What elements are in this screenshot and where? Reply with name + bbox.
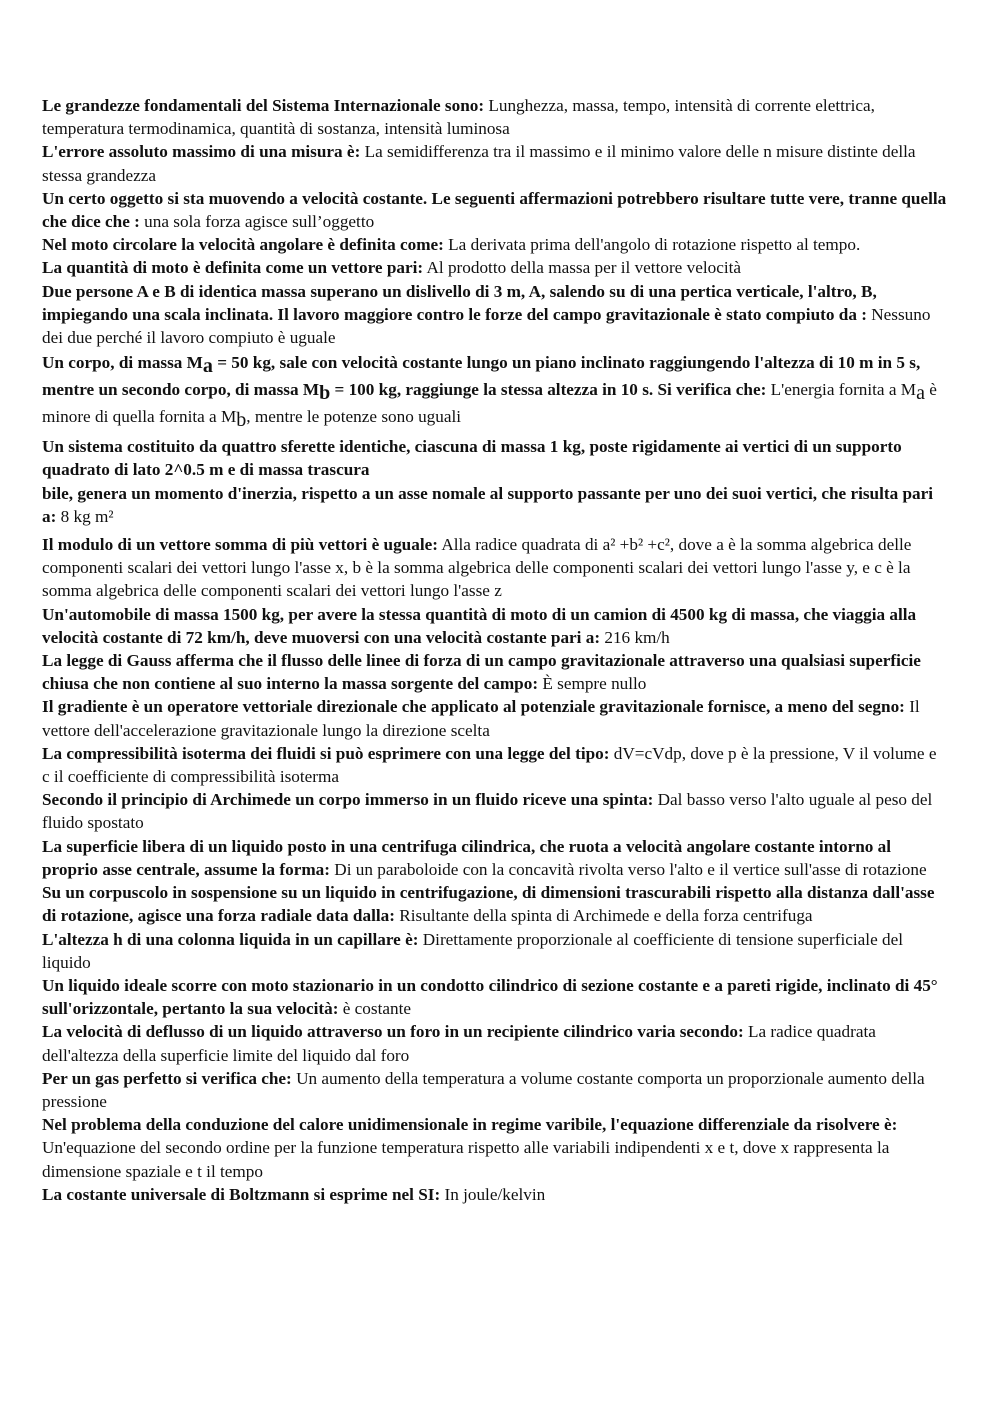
qa-entry <box>42 1020 948 1066</box>
answer-text-part: , mentre le potenze sono uguali <box>246 407 462 427</box>
qa-entry <box>42 349 948 430</box>
question-text: Un certo oggetto si sta muovendo a velocità costante. Le seguenti affermazioni potrebbero risultare tutte vere, tranne quella che dice che : <box>42 188 947 232</box>
question-text: Nel problema della conduzione del calore unidimensionale in regime varibile, l'equazione differenziale da risolvere è: <box>42 1115 898 1135</box>
subscript: a <box>916 382 925 405</box>
qa-entry <box>42 695 948 741</box>
answer-text: Nessuno dei due perché il lavoro compiuto è uguale <box>42 304 931 348</box>
question-text: Su un corpuscolo in sospensione su un liquido in centrifugazione, di dimensioni trascurabili rispetto alla distanza dall'asse di rotazione, agisce una forza radiale data dalla: <box>42 883 935 926</box>
qa-entry <box>42 435 948 481</box>
question-text: Nel moto circolare la velocità angolare è definita come: <box>42 235 444 255</box>
qa-entry <box>42 974 948 1020</box>
qa-entry <box>42 1113 948 1183</box>
qa-entry <box>42 649 948 695</box>
question-text-part: Un corpo, di massa M <box>42 353 203 373</box>
question-text: La legge di Gauss afferma che il flusso delle linee di forza di un campo gravitazionale attraverso una qualsiasi superficie chiusa che non contiene al suo interno la massa sorgente del campo: <box>42 651 921 694</box>
question-text: bile, genera un momento d'inerzia, rispetto a un asse nomale al supporto passante per uno dei suoi vertici, che risulta pari a: <box>42 483 934 526</box>
qa-entry <box>42 603 948 649</box>
answer-text: Un'equazione del secondo ordine per la funzione temperatura rispetto alle variabili indipendenti x e t, dove x rappresenta la dimensione spaziale e t il tempo <box>42 1138 890 1181</box>
answer-text: Risultante della spinta di Archimede e della forza centrifuga <box>394 906 813 926</box>
qa-entry <box>42 1183 948 1206</box>
answer-text: La derivata prima dell'angolo di rotazione rispetto al tempo. <box>443 235 861 255</box>
question-text-part: = 100 kg, raggiunge la stessa altezza in 10 s. Si verifica che: <box>330 380 767 400</box>
answer-text: 216 km/h <box>600 627 670 647</box>
answer-text-part: è minore di quella fornita a M <box>42 380 937 427</box>
question-text: Un sistema costituito da quattro sferette identiche, ciascuna di massa 1 kg, poste rigidamente ai vertici di un supporto quadrato di lato 2^0.5 m e di massa trascura <box>42 437 902 480</box>
qa-entry <box>42 256 948 279</box>
question-text: Il modulo di un vettore somma di più vettori è uguale: <box>42 535 438 555</box>
question-text: Due persone A e B di identica massa superano un dislivello di 3 m, A, salendo su di una pertica verticale, l'altro, B, impiegando una scala inclinata. Il lavoro maggiore contro le forze del campo gravitazionale è stato compiuto da : <box>42 281 877 324</box>
answer-text: 8 kg m² <box>56 506 114 526</box>
qa-entry <box>42 233 948 256</box>
qa-entry <box>42 928 948 974</box>
answer-text: Di un paraboloide con la concavità rivolta verso l'alto e il vertice sull'asse di rotazione <box>330 859 927 879</box>
answer-text: Un aumento della temperatura a volume costante comporta un proporzionale aumento della pressione <box>42 1068 925 1111</box>
question-text: Le grandezze fondamentali del Sistema Internazionale sono: <box>42 96 485 115</box>
qa-entry <box>42 742 948 788</box>
question-text: Un'automobile di massa 1500 kg, per avere la stessa quantità di moto di un camion di 4500 kg di massa, che viaggia alla velocità costante di 72 km/h, deve muoversi con una velocità costante pari a: <box>42 604 917 647</box>
question-text: Per un gas perfetto si verifica che: <box>42 1068 292 1088</box>
answer-text: È sempre nullo <box>538 674 647 694</box>
answer-text: La semidifferenza tra il massimo e il minimo valore delle n misure distinte della stessa grandezza <box>42 142 916 185</box>
question-text: La quantità di moto è definita come un vettore pari: <box>42 258 424 278</box>
question-text: Un liquido ideale scorre con moto stazionario in un condotto cilindrico di sezione costante e a pareti rigide, inclinato di 45° sull'orizzontale, pertanto la sua velocità: <box>42 975 938 1019</box>
question-text: La compressibilità isoterma dei fluidi si può esprimere con una legge del tipo: <box>42 743 610 763</box>
document-page <box>42 94 948 1206</box>
answer-text: Il vettore dell'accelerazione gravitazionale lungo la direzione scelta <box>42 697 920 740</box>
question-text-part: = 50 kg, sale con velocità costante lungo un piano inclinato raggiungendo l'altezza di 10 m in 5 s, mentre un secondo corpo, di massa M <box>42 353 921 400</box>
answer-text: è costante <box>338 999 411 1019</box>
qa-entry <box>42 187 948 233</box>
qa-entry <box>42 140 948 186</box>
question-text: La costante universale di Boltzmann si esprime nel SI: <box>42 1184 441 1204</box>
answer-text: In joule/kelvin <box>440 1184 546 1204</box>
answer-text: La radice quadrata dell'altezza della superficie limite del liquido dal foro <box>42 1022 876 1065</box>
qa-entry <box>42 788 948 834</box>
answer-text: Dal basso verso l'alto uguale al peso del fluido spostato <box>42 790 933 833</box>
qa-entry <box>42 1067 948 1113</box>
question-text: Secondo il principio di Archimede un corpo immerso in un fluido riceve una spinta: <box>42 790 654 810</box>
answer-text: dV=cVdp, dove p è la pressione, V il volume e c il coefficiente di compressibilità isoterma <box>42 743 937 787</box>
question-text: La velocità di deflusso di un liquido attraverso un foro in un recipiente cilindrico varia secondo: <box>42 1022 744 1042</box>
qa-entry <box>42 881 948 927</box>
answer-text-part: L'energia fornita a M <box>766 380 917 400</box>
qa-entry-continuation <box>42 482 948 528</box>
question-text: L'errore assoluto massimo di una misura è: <box>42 142 361 162</box>
answer-text: Direttamente proporzionale al coefficiente di tensione superficiale del liquido <box>42 929 903 972</box>
answer-text: Al prodotto della massa per il vettore velocità <box>423 258 742 278</box>
subscript: a <box>202 355 213 378</box>
qa-entry <box>42 835 948 881</box>
subscript: b <box>236 409 247 432</box>
question-text: La superficie libera di un liquido posto in una centrifuga cilindrica, che ruota a velocità angolare costante intorno al proprio asse centrale, assume la forma: <box>42 836 892 879</box>
qa-entry <box>42 94 948 140</box>
qa-entry <box>42 533 948 603</box>
answer-text: Lunghezza, massa, tempo, intensità di corrente elettrica, temperatura termodinamica, quantità di sostanza, intensità luminosa <box>42 96 875 139</box>
qa-entry <box>42 280 948 350</box>
answer-text: Alla radice quadrata di a² +b² +c², dove a è la somma algebrica delle componenti scalari dei vettori lungo l'asse x, b è la somma algebrica delle componenti scalari dei vettori lungo l'asse y, e c è la somma algebrica delle componenti scalari dei vettori lungo l'asse z <box>42 535 912 601</box>
question-text: Il gradiente è un operatore vettoriale direzionale che applicato al potenziale gravitazionale fornisce, a meno del segno: <box>42 697 905 717</box>
question-text: L'altezza h di una colonna liquida in un capillare è: <box>42 929 419 949</box>
subscript: b <box>319 382 331 405</box>
answer-text: una sola forza agisce sull’oggetto <box>139 212 375 232</box>
